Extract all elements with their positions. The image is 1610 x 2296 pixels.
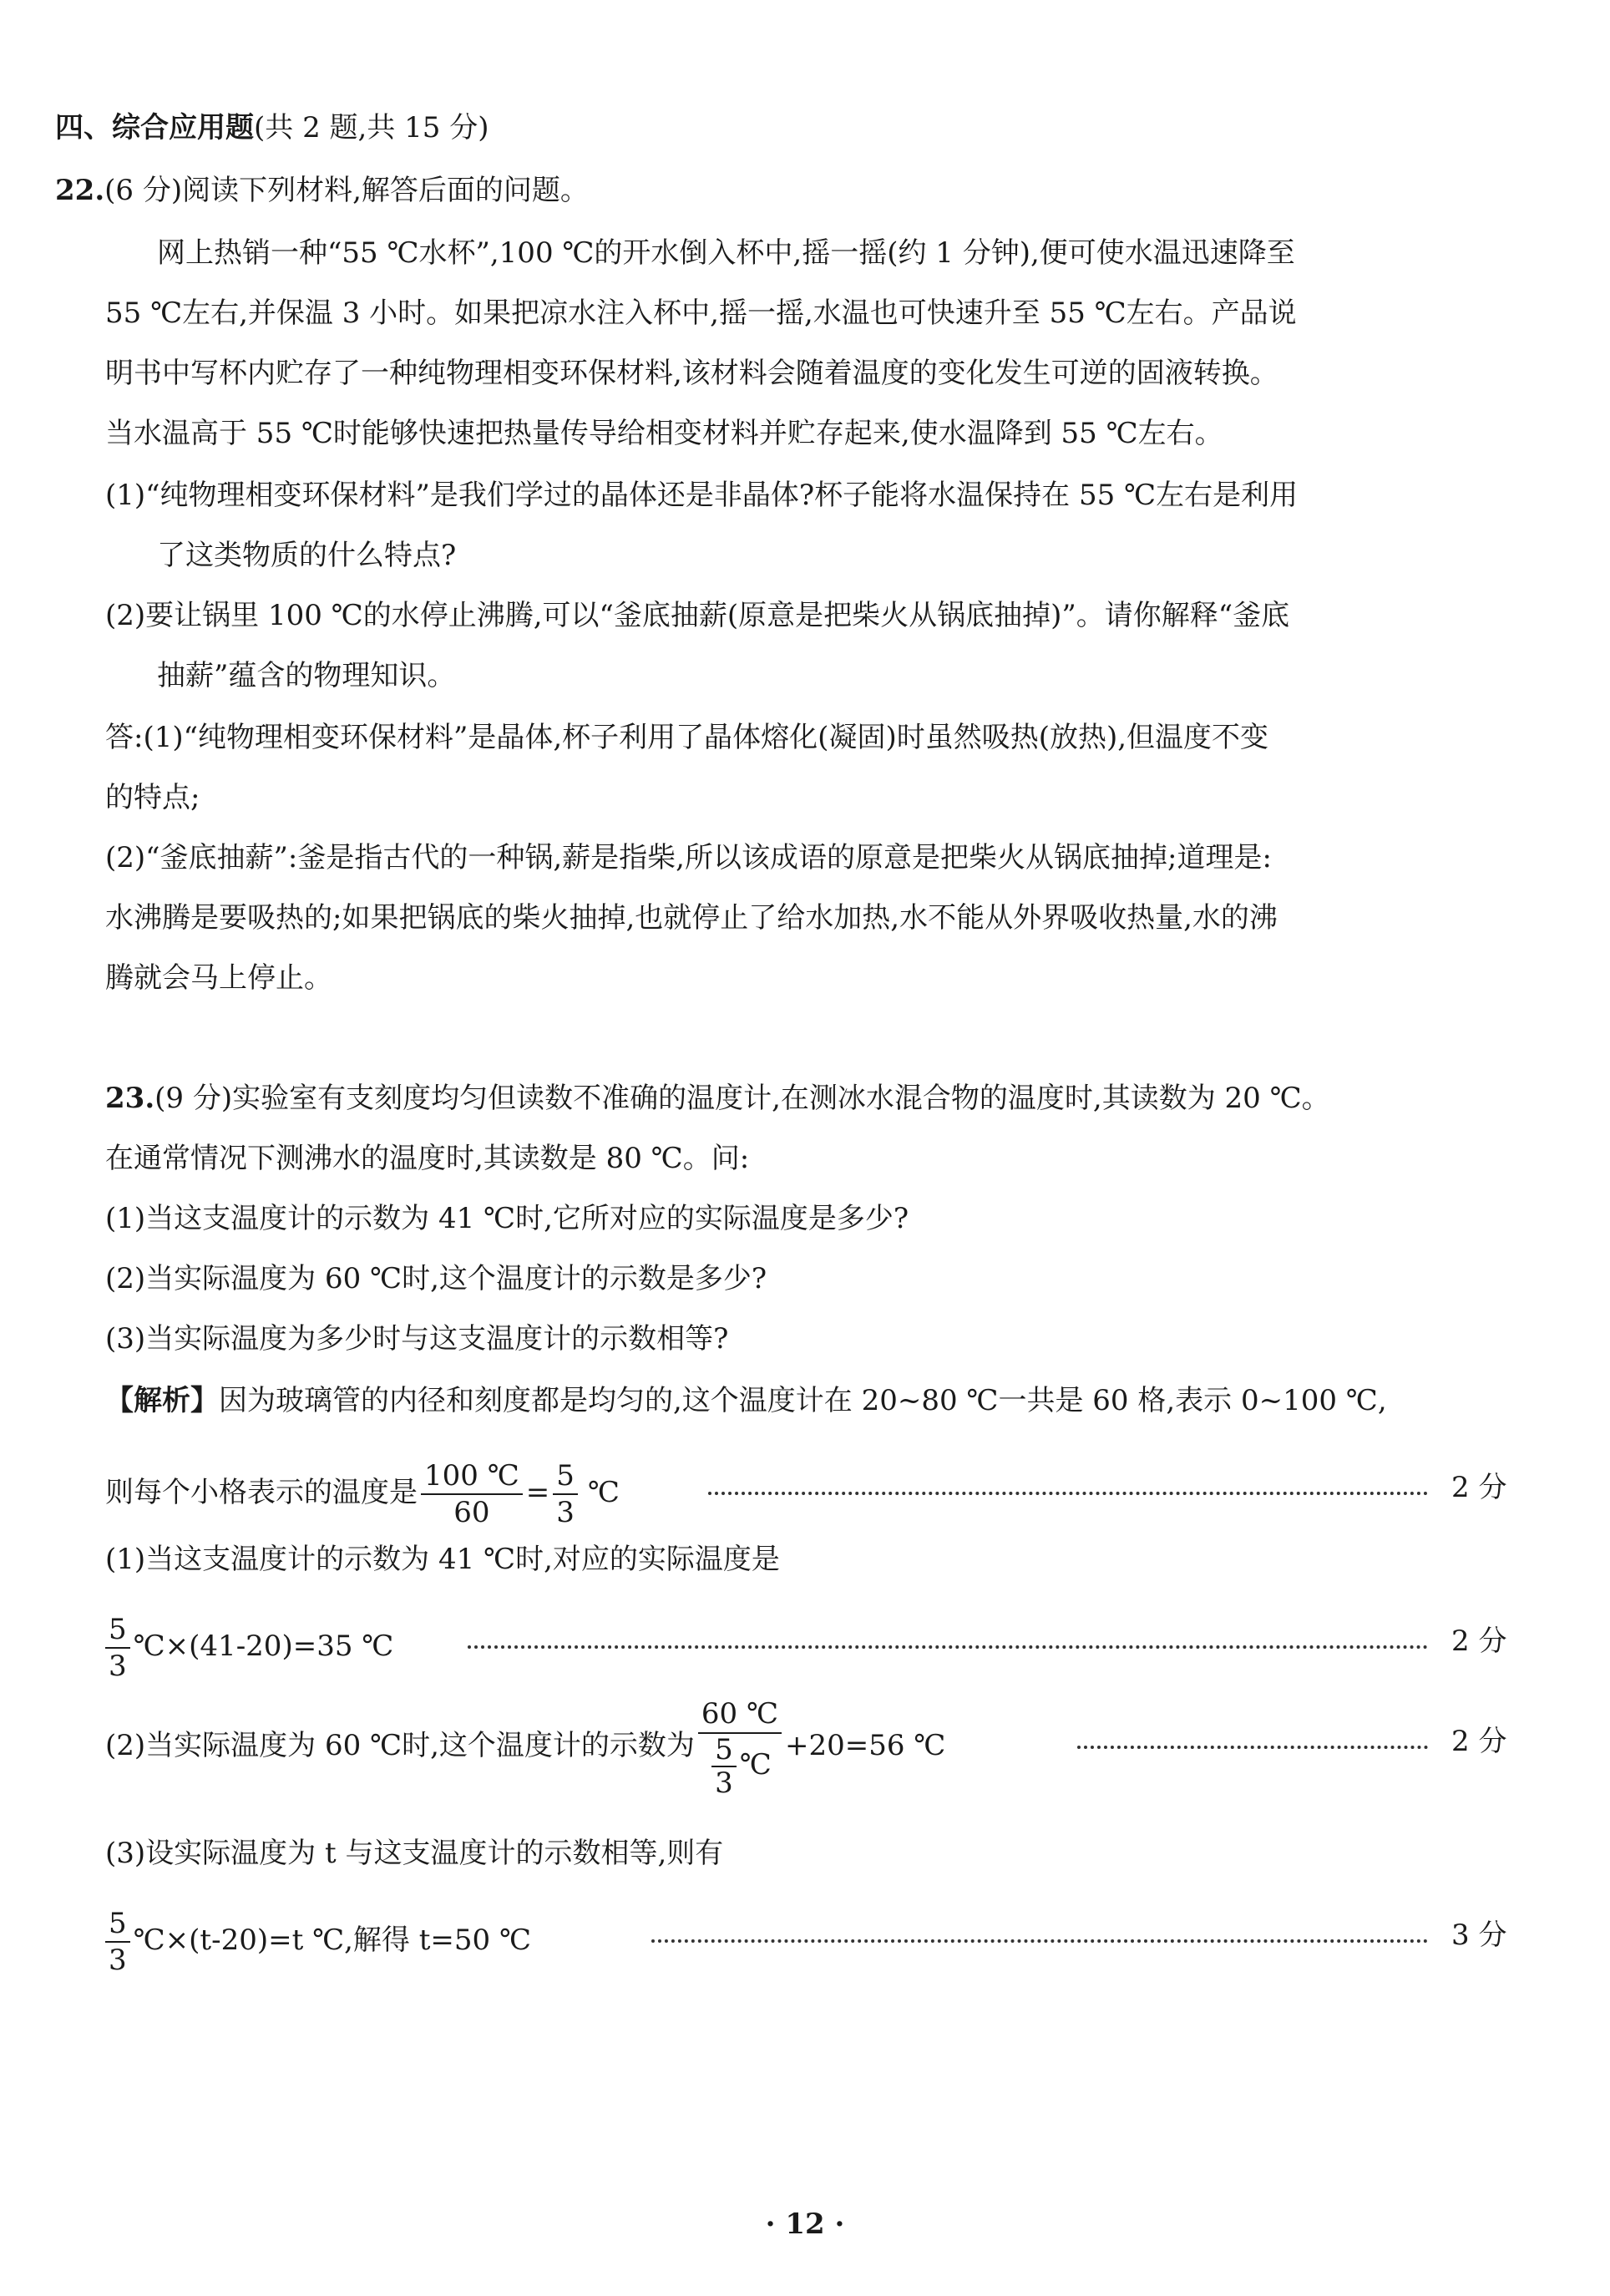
score-label: 2 分 (1451, 1624, 1507, 1658)
solution-1-expression: ℃×(41-20)=35 ℃ (133, 1630, 394, 1663)
section-info: (共 2 题,共 15 分) (254, 111, 489, 144)
q22-question-line: 抽薪”蕴含的物理知识。 (157, 659, 456, 692)
section-heading (55, 109, 1610, 147)
q23-question-line: (1)当这支温度计的示数为 41 ℃时,它所对应的实际温度是多少? (105, 1202, 909, 1235)
solution-3-expression: ℃×(t-20)=t ℃,解得 t=50 ℃ (133, 1923, 531, 1957)
q22-answer-line: 水沸腾是要吸热的;如果把锅底的柴火抽掉,也就停止了给水加热,水不能从外界吸收热量,水的沸 (105, 901, 1278, 935)
leader-dots (1077, 1746, 1428, 1749)
leader-dots (651, 1939, 1428, 1943)
fraction-denominator: 3 (556, 1496, 575, 1529)
score-label: 2 分 (1451, 1725, 1507, 1758)
q22-number: 22. (55, 174, 105, 207)
unit-celsius: ℃ (739, 1748, 772, 1782)
page-number: · 12 · (765, 2207, 845, 2241)
score-label: 3 分 (1451, 1918, 1507, 1952)
q22-material-line: 当水温高于 55 ℃时能够快速把热量传导给相变材料并贮存起来,使水温降到 55 ℃左右。 (105, 417, 1223, 450)
q22-question-line: 了这类物质的什么特点? (157, 539, 457, 572)
q23-solution-3-text: (3)设实际温度为 t 与这支温度计的示数相等,则有 (105, 1837, 724, 1870)
unit-celsius: ℃ (587, 1476, 620, 1509)
q22-question-line: (2)要让锅里 100 ℃的水停止沸腾,可以“釜底抽薪(原意是把柴火从锅底抽掉)”。请你解释“釜底 (105, 599, 1290, 632)
q23-per-division-line (105, 1458, 740, 1530)
q22-material-line: 网上热销一种“55 ℃水杯”,100 ℃的开水倒入杯中,摇一摇(约 1 分钟),便可使水温迅速降至 (157, 236, 1295, 270)
fraction-numerator: 100 ℃ (421, 1458, 523, 1495)
fraction-100-over-60 (421, 1458, 523, 1530)
equals-sign: = (525, 1476, 550, 1509)
q23-solution-1-text: (1)当这支温度计的示数为 41 ℃时,对应的实际温度是 (105, 1543, 780, 1576)
q23-stem: (9 分)实验室有支刻度均匀但读数不准确的温度计,在测冰水混合物的温度时,其读数为 20 ℃。 (154, 1082, 1330, 1115)
q22-answer-line: 腾就会马上停止。 (105, 961, 332, 995)
q22-material-line: 55 ℃左右,并保温 3 小时。如果把凉水注入杯中,摇一摇,水温也可快速升至 55 ℃左右。产品说 (105, 297, 1297, 330)
analysis-tag: 【解析】 (105, 1384, 219, 1417)
leader-dots (708, 1492, 1428, 1495)
q23-stem-line-2: 在通常情况下测沸水的温度时,其读数是 80 ℃。问: (105, 1142, 750, 1175)
q22-answer-line: 答:(1)“纯物理相变环保材料”是晶体,杯子利用了晶体熔化(凝固)时虽然吸热(放热),但温度不变 (105, 721, 1269, 754)
fraction-numerator: 5 (105, 1612, 130, 1649)
q23-stem-line (105, 1079, 1610, 1118)
leader-dots (468, 1645, 1428, 1649)
fraction-denominator (698, 1734, 782, 1799)
fraction-5-over-3 (553, 1458, 578, 1530)
q22-material-line: 明书中写杯内贮存了一种纯物理相变环保材料,该材料会随着温度的变化发生可逆的固液转换。 (105, 357, 1278, 390)
fraction-5-over-3 (105, 1612, 130, 1684)
fraction-numerator: 60 ℃ (698, 1695, 782, 1734)
solution-2-text: (2)当实际温度为 60 ℃时,这个温度计的示数为 (105, 1729, 695, 1762)
fraction-denominator: 60 (453, 1496, 490, 1529)
per-division-text: 则每个小格表示的温度是 (105, 1476, 418, 1509)
score-label: 2 分 (1451, 1471, 1507, 1504)
inner-denominator: 3 (715, 1766, 733, 1800)
solution-2-expression: +20=56 ℃ (785, 1729, 946, 1762)
q23-question-line: (2)当实际温度为 60 ℃时,这个温度计的示数是多少? (105, 1262, 767, 1295)
q22-question-line: (1)“纯物理相变环保材料”是我们学过的晶体还是非晶体?杯子能将水温保持在 55 ℃左右是利用 (105, 479, 1299, 512)
q23-solution-2 (105, 1695, 1091, 1799)
q23-question-line: (3)当实际温度为多少时与这支温度计的示数相等? (105, 1322, 729, 1356)
section-title: 四、综合应用题 (55, 111, 254, 144)
fraction-denominator: 3 (109, 1650, 127, 1683)
q22-stem: (6 分)阅读下列材料,解答后面的问题。 (104, 174, 589, 207)
q22-answer-line: 的特点; (105, 781, 200, 814)
inner-numerator: 5 (711, 1734, 737, 1767)
fraction-numerator: 5 (553, 1458, 578, 1495)
compound-fraction (698, 1695, 782, 1799)
q23-number: 23. (105, 1082, 155, 1115)
analysis-text: 因为玻璃管的内径和刻度都是均匀的,这个温度计在 20~80 ℃一共是 60 格,表示 0~100 ℃, (219, 1384, 1387, 1417)
q22-stem-line (55, 171, 1610, 210)
inner-fraction-5-over-3 (711, 1734, 737, 1799)
fraction-5-over-3 (105, 1906, 130, 1978)
fraction-denominator: 3 (109, 1944, 127, 1977)
fraction-numerator: 5 (105, 1906, 130, 1943)
q23-analysis-line (105, 1381, 1610, 1420)
q22-answer-line: (2)“釜底抽薪”:釜是指古代的一种锅,薪是指柴,所以该成语的原意是把柴火从锅底抽掉;道理是: (105, 841, 1272, 874)
